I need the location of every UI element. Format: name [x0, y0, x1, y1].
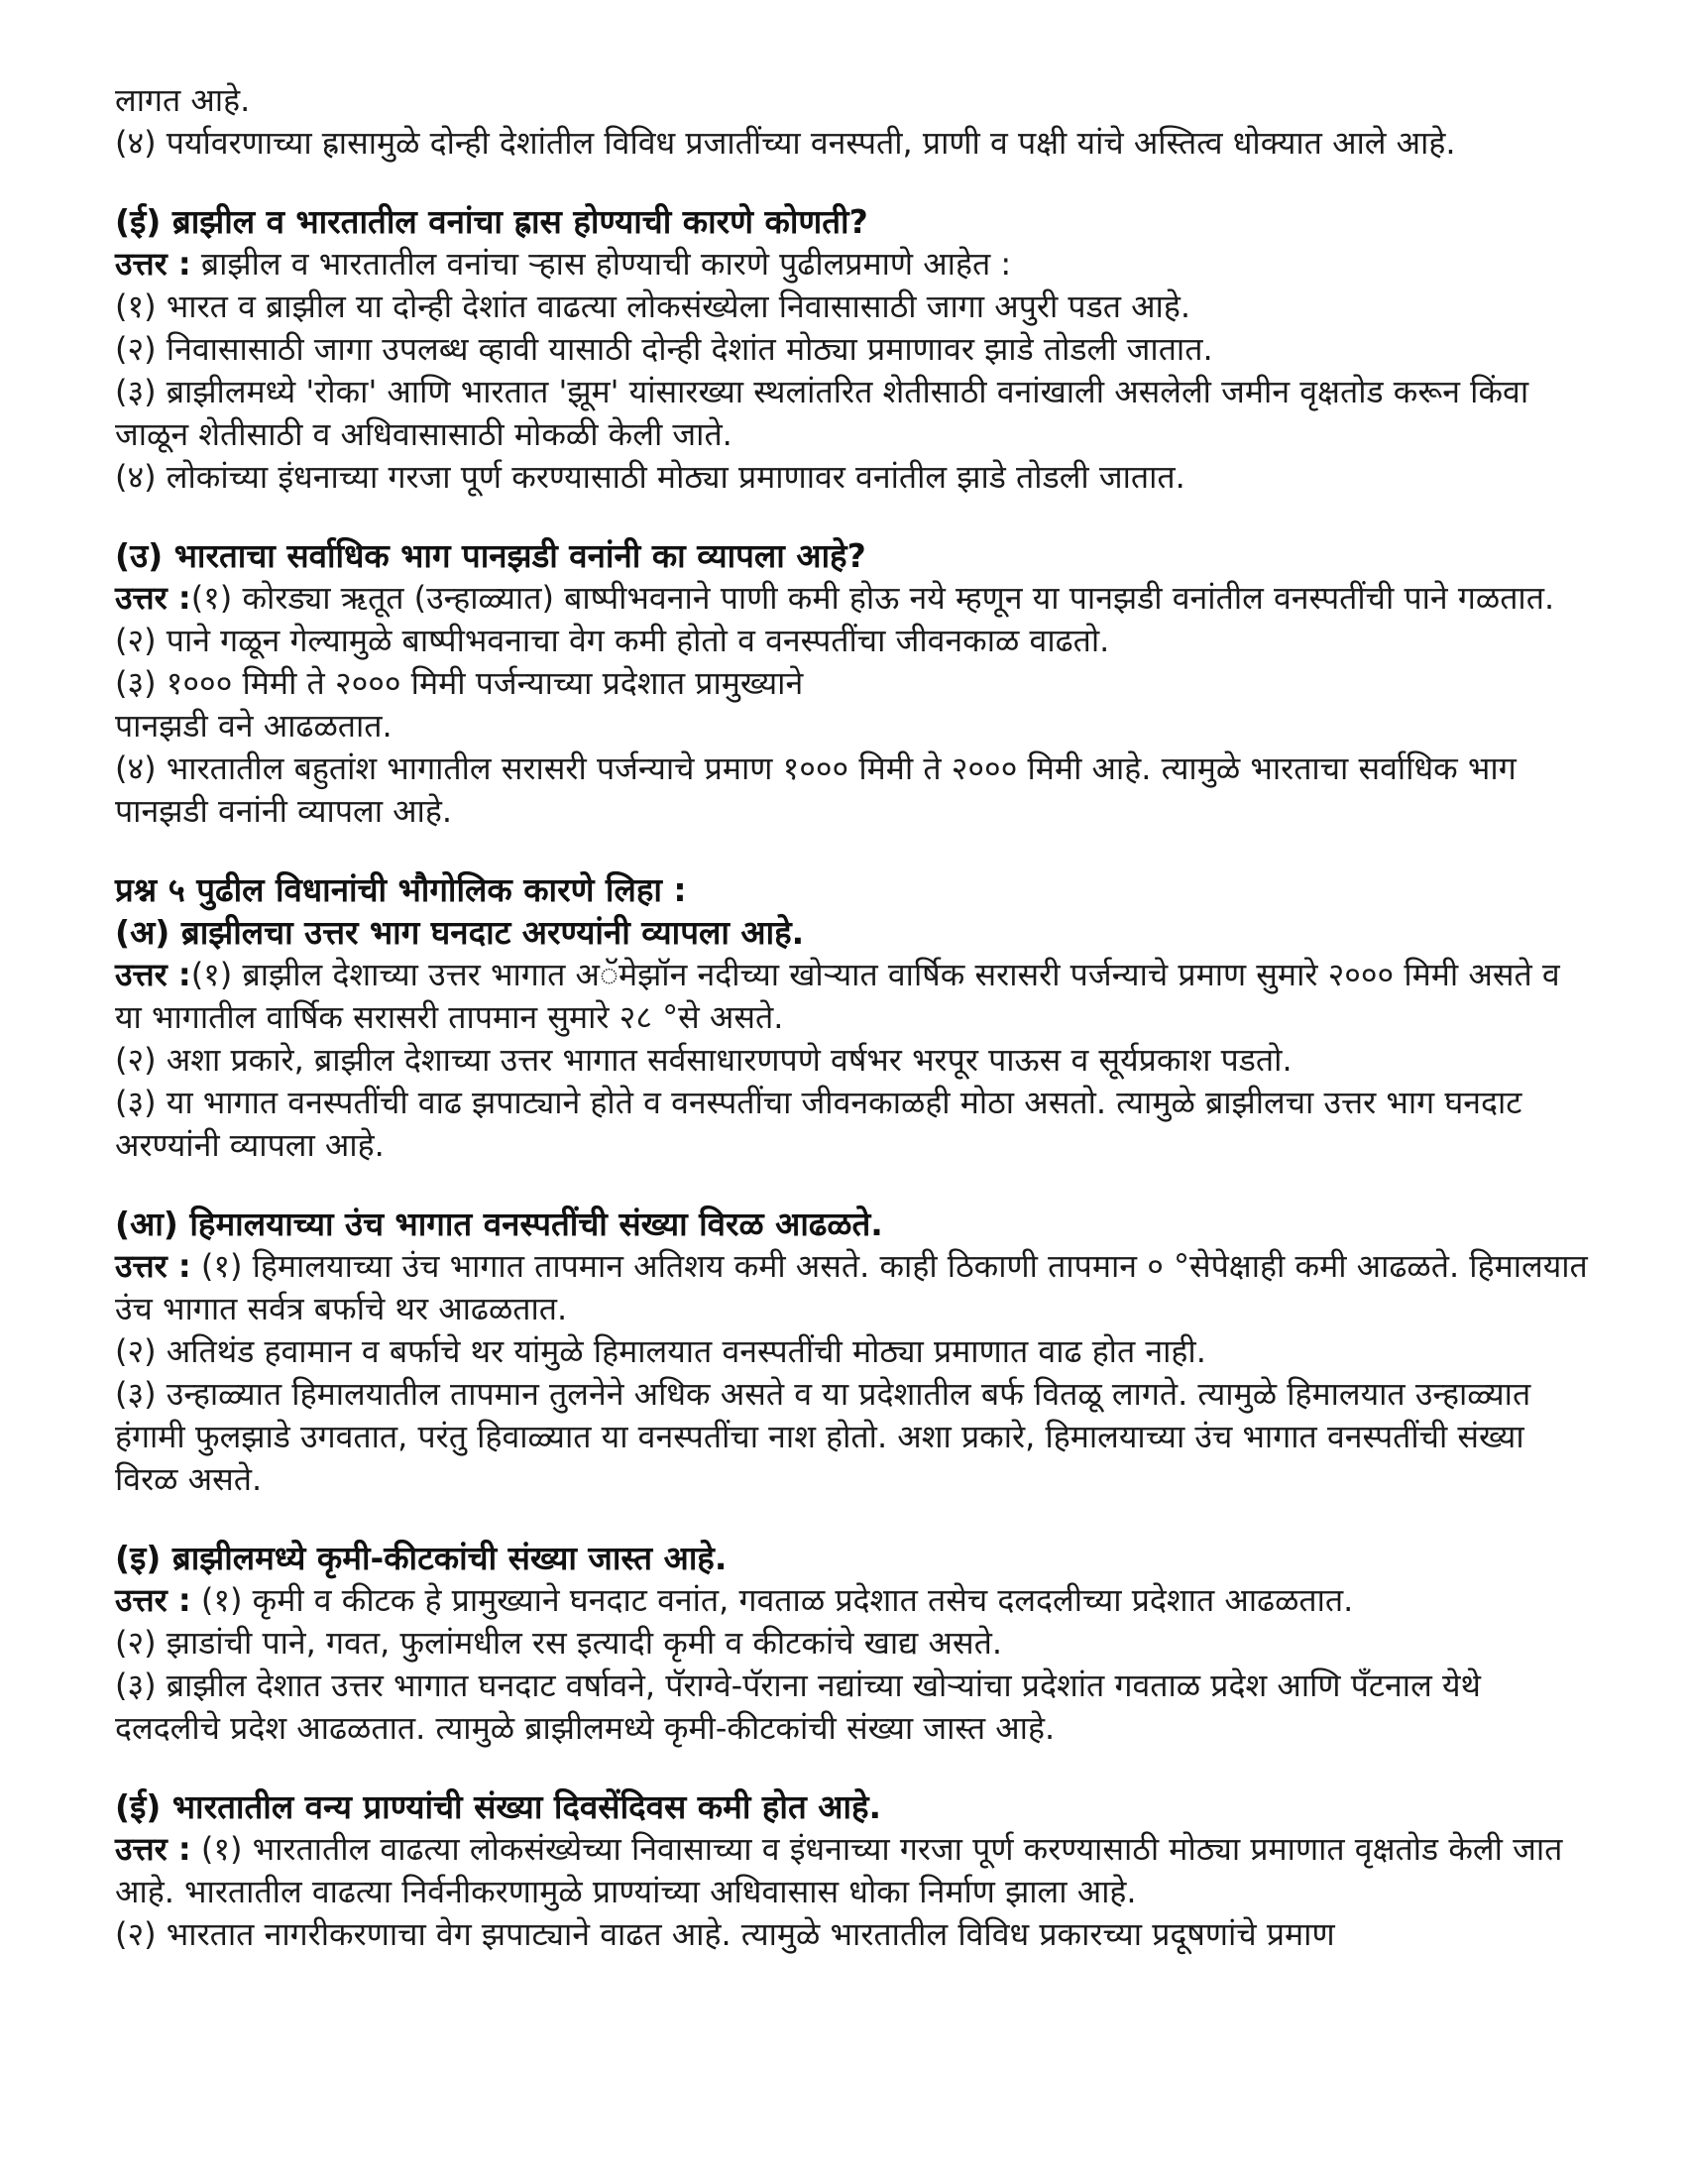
question-u-item-3b: पानझडी वने आढळतात. — [115, 707, 393, 745]
document-page — [115, 79, 1592, 1956]
question-e-item-3: (३) ब्राझीलमध्ये 'रोका' आणि भारतात 'झूम' यांसारख्या स्थलांतरित शेतीसाठी वनांखाली असलेली जमीन वृक्षतोड करून किंवा जाळून शेतीसाठी व अधिवासासाठी मोकळी केली जाते. — [115, 373, 1529, 453]
question-5aa-item-3: (३) उन्हाळ्यात हिमालयातील तापमान तुलनेने अधिक असते व या प्रदेशातील बर्फ वितळू लागते. त्यामुळे हिमालयात उन्हाळ्यात हंगामी फुलझाडे उगवतात, परंतु हिवाळ्यात या वनस्पतींचा नाश होतो. अशा प्रकारे, हिमालयाच्या उंच भागात वनस्पतींची संख्या विरळ असते. — [115, 1375, 1531, 1498]
question-5aa-item-2: (२) अतिथंड हवामान व बर्फाचे थर यांमुळे हिमालयात वनस्पतींची मोठ्या प्रमाणात वाढ होत नाही. — [115, 1332, 1206, 1370]
answer-label: उत्तर : — [115, 956, 191, 993]
question-5aa-heading: (आ) हिमालयाच्या उंच भागात वनस्पतींची संख्या विरळ आढळते. — [115, 1205, 883, 1243]
question-e-item-1: (१) भारत व ब्राझील या दोन्ही देशांत वाढत्या लोकसंख्येला निवासासाठी जागा अपुरी पडत आहे. — [115, 287, 1191, 325]
answer-text: (१) भारतातील वाढत्या लोकसंख्येच्या निवासाच्या व इंधनाच्या गरजा पूर्ण करण्यासाठी मोठ्या प्रमाणात वृक्षतोड केली जात आहे. भारतातील वाढत्या निर्वनीकरणामुळे प्राण्यांच्या अधिवासास धोका निर्माण झाला आहे. — [115, 1830, 1563, 1910]
question-e-item-4: (४) लोकांच्या इंधनाच्या गरजा पूर्ण करण्यासाठी मोठ्या प्रमाणावर वनांतील झाडे तोडली जातात. — [115, 458, 1185, 496]
question-u-item-2: (२) पाने गळून गेल्यामुळे बाष्पीभवनाचा वेग कमी होतो व वनस्पतींचा जीवनकाळ वाढतो. — [115, 622, 1110, 659]
question-5-heading: प्रश्न ५ पुढील विधानांची भौगोलिक कारणे लिहा : — [115, 870, 687, 909]
question-5ii-item-2: (२) भारतात नागरीकरणाचा वेग झपाट्याने वाढत आहे. त्यामुळे भारतातील विविध प्रकारच्या प्रदूषणांचे प्रमाण — [115, 1915, 1335, 1953]
intro-item-4: (४) पर्यावरणाच्या ह्रासामुळे दोन्ही देशांतील विविध प्रजातींच्या वनस्पती, प्राणी व पक्षी यांचे अस्तित्व धोक्यात आले आहे. — [115, 124, 1456, 162]
answer-label: उत्तर : — [115, 1830, 191, 1868]
answer-text: (१) हिमालयाच्या उंच भागात तापमान अतिशय कमी असते. काही ठिकाणी तापमान ० °सेपेक्षाही कमी आढळते. हिमालयात उंच भागात सर्वत्र बर्फाचे थर आढळतात. — [115, 1247, 1588, 1327]
question-u-item-3a: (३) १००० मिमी ते २००० मिमी पर्जन्याच्या प्रदेशात प्रामुख्याने — [115, 664, 804, 702]
question-5ii-item-1 — [115, 1828, 1592, 1913]
question-e-answer-intro — [115, 243, 1592, 286]
question-e-heading: (ई) ब्राझील व भारतातील वनांचा ह्रास होण्याची कारणे कोणती? — [115, 202, 868, 241]
question-5a-heading: (अ) ब्राझीलचा उत्तर भाग घनदाट अरण्यांनी व्यापला आहे. — [115, 913, 805, 952]
answer-text: (१) कोरड्या ऋतूत (उन्हाळ्यात) बाष्पीभवनाने पाणी कमी होऊ नये म्हणून या पानझडी वनांतील वनस्पतींची पाने गळतात. — [190, 579, 1555, 617]
question-u-item-1 — [115, 577, 1592, 620]
answer-text: (१) कृमी व कीटक हे प्रामुख्याने घनदाट वनांत, गवताळ प्रदेशात तसेच दलदलीच्या प्रदेशात आढळतात. — [190, 1581, 1354, 1619]
intro-continuation: लागत आहे. — [115, 81, 251, 119]
question-5i-item-1 — [115, 1579, 1592, 1622]
question-5i-heading: (इ) ब्राझीलमध्ये कृमी-कीटकांची संख्या जास्त आहे. — [115, 1539, 728, 1577]
answer-text: (१) ब्राझील देशाच्या उत्तर भागात अॅमेझॉन नदीच्या खोऱ्यात वार्षिक सरासरी पर्जन्याचे प्रमाण सुमारे २००० मिमी असते व या भागातील वार्षिक सरासरी तापमान सुमारे २८ °से असते. — [115, 956, 1560, 1036]
answer-label: उत्तर : — [115, 245, 191, 283]
question-u-heading: (उ) भारताचा सर्वाधिक भाग पानझडी वनांनी का व्यापला आहे? — [115, 536, 866, 575]
question-e-item-2: (२) निवासासाठी जागा उपलब्ध व्हावी यासाठी दोन्ही देशांत मोठ्या प्रमाणावर झाडे तोडली जातात. — [115, 330, 1213, 368]
question-5i-item-3: (३) ब्राझील देशात उत्तर भागात घनदाट वर्षावने, पॅराग्वे-पॅराना नद्यांच्या खोऱ्यांचा प्रदेशांत गवताळ प्रदेश आणि पॅंटनाल येथे दलदलीचे प्रदेश आढळतात. त्यामुळे ब्राझीलमध्ये कृमी-कीटकांची संख्या जास्त आहे. — [115, 1667, 1481, 1747]
answer-label: उत्तर : — [115, 1581, 191, 1619]
question-5a-item-1 — [115, 954, 1592, 1039]
question-5a-item-2: (२) अशा प्रकारे, ब्राझील देशाच्या उत्तर भागात सर्वसाधारणपणे वर्षभर भरपूर पाऊस व सूर्यप्रकाश पडतो. — [115, 1041, 1293, 1079]
answer-label: उत्तर : — [115, 579, 191, 617]
answer-intro-text: ब्राझील व भारतातील वनांचा ऱ्हास होण्याची कारणे पुढीलप्रमाणे आहेत : — [190, 245, 1012, 283]
question-5ii-heading: (ई) भारतातील वन्य प्राण्यांची संख्या दिवसेंदिवस कमी होत आहे. — [115, 1787, 882, 1826]
question-5a-item-3: (३) या भागात वनस्पतींची वाढ झपाट्याने होते व वनस्पतींचा जीवनकाळही मोठा असतो. त्यामुळे ब्राझीलचा उत्तर भाग घनदाट अरण्यांनी व्यापला आहे. — [115, 1084, 1522, 1164]
question-5aa-item-1 — [115, 1245, 1592, 1330]
question-u-item-4: (४) भारतातील बहुतांश भागातील सरासरी पर्जन्याचे प्रमाण १००० मिमी ते २००० मिमी आहे. त्यामुळे भारताचा सर्वाधिक भाग पानझडी वनांनी व्यापला आहे. — [115, 749, 1517, 830]
answer-label: उत्तर : — [115, 1247, 191, 1285]
question-5i-item-2: (२) झाडांची पाने, गवत, फुलांमधील रस इत्यादी कृमी व कीटकांचे खाद्य असते. — [115, 1624, 1002, 1662]
